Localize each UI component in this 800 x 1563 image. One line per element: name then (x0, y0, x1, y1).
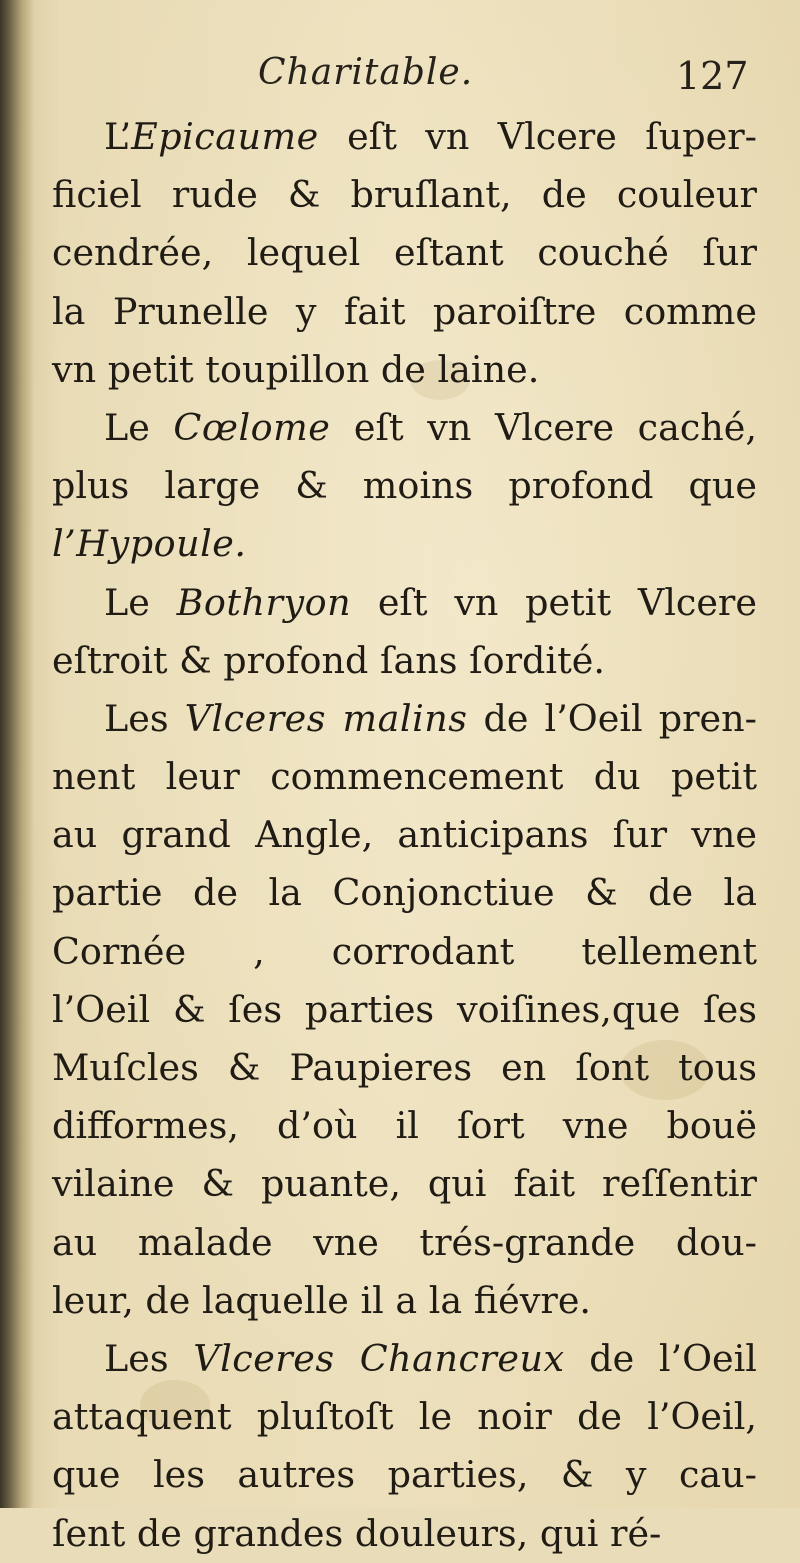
running-title: Charitable. (258, 52, 474, 93)
text-run: Cornée , corrodant tellement (52, 929, 757, 973)
text-run: de l’Oeil (564, 1336, 757, 1380)
italic-term: Cœlome (173, 405, 331, 449)
text-run: eſt vn petit Vlcere (351, 580, 757, 624)
italic-term: l’Hypoule. (52, 522, 247, 566)
text-run: Le (104, 580, 177, 624)
text-line (52, 923, 757, 981)
text-line (52, 1388, 757, 1446)
text-run: attaquent pluſtoſt le noir de l’Oeil, (52, 1395, 757, 1439)
text-line (52, 1155, 757, 1213)
text-line (52, 748, 757, 806)
paragraph (52, 574, 757, 690)
text-line (52, 1446, 757, 1504)
text-run: plus large & moins profond que (52, 464, 757, 508)
text-run: leur, de laquelle il a la fiévre. (52, 1278, 592, 1322)
book-gutter (0, 0, 34, 1508)
page-header (0, 52, 800, 108)
text-line (52, 457, 757, 515)
italic-term: Epicaume (131, 115, 319, 158)
text-run: eſtroit & profond ſans ſordité. (52, 638, 605, 682)
text-line (52, 1330, 757, 1388)
text-run: eſt vn Vlcere caché, (330, 405, 757, 449)
text-run: partie de la Conjonctiue & de la (52, 871, 757, 915)
italic-term: Vlceres Chancreux (193, 1336, 565, 1380)
text-line (52, 981, 757, 1039)
text-line (52, 1214, 757, 1272)
text-run: vilaine & puante, qui fait reſſentir (52, 1162, 757, 1206)
text-run: Le (104, 405, 174, 449)
text-run: ſent de grandes douleurs, qui ré- (52, 1511, 662, 1555)
paragraph (52, 108, 757, 399)
text-run: eſt vn Vlcere ſuper- (318, 115, 757, 158)
text-line (52, 806, 757, 864)
body-text (52, 108, 757, 1563)
text-line (52, 1039, 757, 1097)
text-run: cendrée, lequel eſtant couché ſur (52, 231, 757, 275)
text-line (52, 1272, 757, 1330)
text-line (52, 632, 757, 690)
text-run: au malade vne trés-grande dou- (52, 1220, 757, 1264)
text-run: au grand Angle, anticipans ſur vne (52, 813, 757, 857)
text-run: vn petit toupillon de laine. (52, 347, 540, 391)
text-run: Muſcles & Paupieres en ſont tous (52, 1046, 757, 1089)
paragraph (52, 1330, 757, 1563)
text-line (52, 864, 757, 922)
text-line (52, 1505, 757, 1563)
text-line (52, 574, 757, 632)
text-run: Les (104, 1336, 194, 1380)
text-line (52, 224, 757, 282)
paragraph (52, 399, 757, 574)
text-run: de l’Oeil pren- (467, 696, 757, 740)
italic-term: Bothryon (176, 580, 352, 624)
text-run: L’ (104, 115, 132, 158)
text-run: la Prunelle y fait paroiſtre comme (52, 289, 757, 333)
text-run: ficiel rude & bruſlant, de couleur (52, 173, 757, 217)
text-line (52, 1097, 757, 1155)
text-line (52, 399, 757, 457)
page-number: 127 (676, 54, 749, 98)
text-run: que les autres parties, & y cau- (52, 1453, 757, 1497)
text-line (52, 515, 757, 573)
text-run: Les (104, 696, 185, 740)
text-line (52, 283, 757, 341)
paragraph (52, 690, 757, 1330)
text-line (52, 166, 757, 224)
text-line (52, 690, 757, 748)
text-line (52, 108, 757, 166)
italic-term: Vlceres malins (184, 696, 468, 740)
text-run: difformes, d’où il ſort vne bouë (52, 1104, 757, 1148)
text-line (52, 341, 757, 399)
text-run: l’Oeil & ſes parties voiſines,que ſes (52, 987, 757, 1031)
text-run: nent leur commencement du petit (52, 755, 757, 799)
